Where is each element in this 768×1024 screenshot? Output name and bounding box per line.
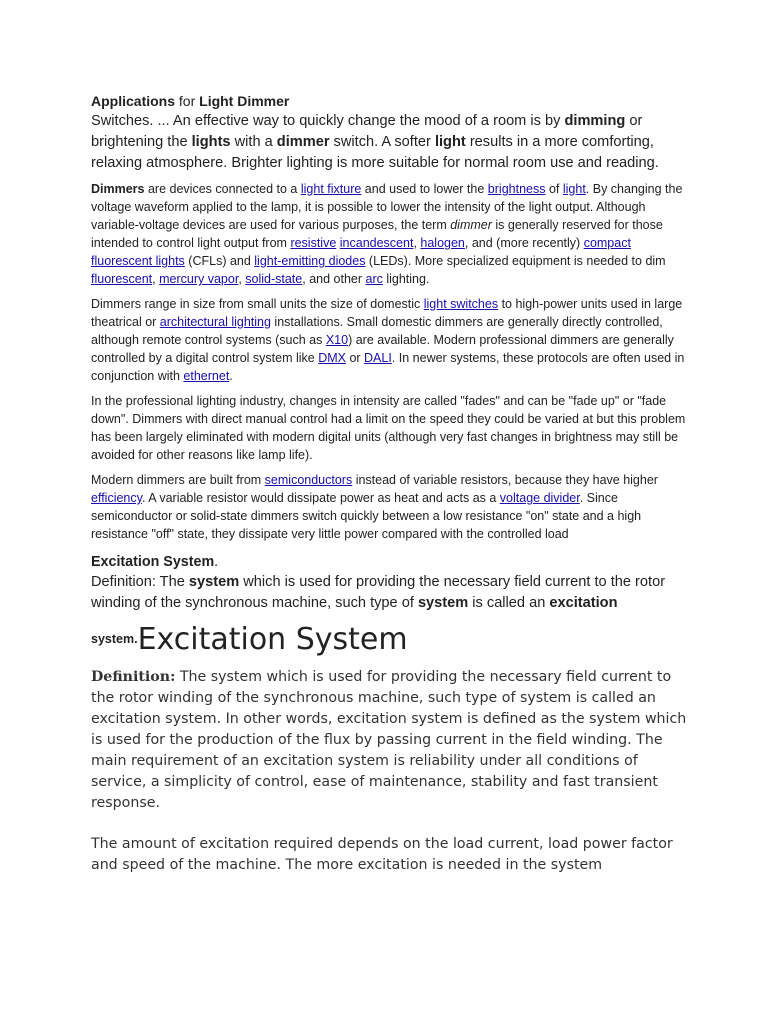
text-run: ,	[413, 236, 421, 250]
applications-paragraph	[91, 111, 691, 174]
link-mercury-vapor[interactable]: mercury vapor	[159, 272, 239, 286]
text-run: are devices connected to a	[144, 182, 301, 196]
link-arc[interactable]: arc	[365, 272, 383, 286]
dimmers-paragraph-2	[91, 295, 691, 385]
bold-run: dimmer	[276, 134, 330, 150]
bold-run: light	[434, 134, 466, 150]
text-run: to high-power units used in large theatrical or	[91, 297, 683, 329]
text-run: and used to lower the	[361, 182, 488, 196]
excitation-title-line	[91, 616, 691, 657]
definition-paragraph	[91, 667, 691, 814]
text-run: Definition: The	[91, 574, 189, 590]
bold-run: Dimmers	[91, 182, 145, 196]
excitation-heading	[91, 553, 691, 572]
link-ethernet[interactable]: ethernet	[183, 369, 230, 383]
text-run: ) are available. Modern professional dimmers are generally controlled by a digital control system like	[91, 333, 674, 365]
bold-run: excitation	[549, 595, 618, 611]
text-run: .	[229, 369, 233, 383]
definition-label: Definition:	[91, 669, 176, 685]
heading-for-word: for	[175, 93, 200, 109]
text-run: is generally reserved for those intended to control light output from	[91, 218, 663, 250]
system-word: system.	[91, 632, 138, 646]
link-brightness[interactable]: brightness	[487, 182, 546, 196]
link-incandescent[interactable]: incandescent	[339, 236, 414, 250]
document-page	[91, 92, 691, 876]
text-run: of	[545, 182, 563, 196]
text-run: lighting.	[382, 272, 430, 286]
text-run: ,	[238, 272, 246, 286]
heading-excitation-system: Excitation System	[91, 554, 215, 570]
link-dmx[interactable]: DMX	[318, 351, 346, 365]
text-run: , and (more recently)	[464, 236, 584, 250]
heading-dot: .	[214, 554, 219, 570]
heading-applications-word: Applications	[91, 93, 176, 109]
text-run: which is used for providing the necessary field current to the rotor winding of the synchronous machine, such type of	[91, 574, 666, 611]
text-run: results in a more comforting, relaxing atmosphere. Brighter lighting is more suitable for normal room use and reading.	[91, 134, 659, 171]
definition-text: The system which is used for providing the necessary field current to the rotor winding of the synchronous machine, such type of system is called an excitation system. In other words, excitation system is defined as the system which is used for the production of the flux by passing current in the field winding. The main requirement of an excitation system is reliability under all conditions of service, a simplicity of control, ease of maintenance, stability and fast transient response.	[91, 669, 687, 811]
bold-run: system	[417, 595, 469, 611]
text-run: switch. A softer	[329, 134, 435, 150]
italic-run: dimmer	[450, 218, 492, 232]
link-x10[interactable]: X10	[325, 333, 349, 347]
link-architectural-lighting[interactable]: architectural lighting	[159, 315, 271, 329]
text-run: instead of variable resistors, because they have higher	[352, 473, 658, 487]
link-light-emitting-diodes[interactable]: light-emitting diodes	[254, 254, 366, 268]
text-run: Dimmers range in size from small units the size of domestic	[91, 297, 424, 311]
link-solid-state[interactable]: solid-state	[245, 272, 303, 286]
text-run: Modern dimmers are built from	[91, 473, 265, 487]
dimmers-paragraph-3: In the professional lighting industry, changes in intensity are called "fades" and can be "fade up" or "fade down". Dimmers with direct manual control had a limit on the speed they could be varied at but this problem has been largely eliminated with modern digital units (although very fast changes in brightness may still be avoided for other reasons like lamp life).	[91, 394, 686, 462]
text-run: . In newer systems, these protocols are often used in conjunction with	[91, 351, 685, 383]
text-run: . By changing the voltage waveform applied to the lamp, it is possible to lower the intensity of the light output. Although variable-voltage devices are used for various purposes, the term	[91, 182, 683, 232]
text-run: with a	[230, 134, 277, 150]
link-voltage-divider[interactable]: voltage divider	[499, 491, 580, 505]
text-run: (CFLs) and	[184, 254, 255, 268]
text-run: ,	[152, 272, 160, 286]
link-resistive[interactable]: resistive	[290, 236, 337, 250]
text-run: is called an	[468, 595, 550, 611]
link-semiconductors[interactable]: semiconductors	[264, 473, 353, 487]
text-run: , and other	[302, 272, 366, 286]
text-run: installations. Small domestic dimmers are generally directly controlled, although remote control systems (such as	[91, 315, 663, 347]
excitation-amount-paragraph: The amount of excitation required depends on the load current, load power factor and speed of the machine. The more excitation is needed in the system	[91, 836, 673, 873]
dimmers-paragraph-4	[91, 471, 691, 543]
text-run: or	[345, 351, 365, 365]
link-fluorescent[interactable]: fluorescent	[91, 272, 153, 286]
excitation-paragraph	[91, 572, 691, 614]
link-compact-fluorescent-lights[interactable]: compact fluorescent lights	[91, 236, 631, 268]
text-run: or brightening the	[91, 113, 643, 150]
text-run: . Since semiconductor or solid-state dimmers switch quickly between a low resistance "on" state and a high resistance "off" state, they dissipate very little power compared with the controlled load	[91, 491, 642, 541]
dimmers-paragraph-1	[91, 180, 691, 288]
link-dali[interactable]: DALI	[364, 351, 392, 365]
heading-light-dimmer: Light Dimmer	[199, 93, 290, 109]
bold-run: lights	[191, 134, 231, 150]
applications-heading	[91, 92, 691, 111]
bold-run: system	[188, 574, 240, 590]
bold-run: dimming	[564, 113, 626, 129]
link-light-fixture[interactable]: light fixture	[300, 182, 362, 196]
link-light-switches[interactable]: light switches	[423, 297, 499, 311]
text-run: . A variable resistor would dissipate power as heat and acts as a	[141, 491, 500, 505]
text-run: Switches. ... An effective way to quickly change the mood of a room is by	[91, 113, 565, 129]
link-efficiency[interactable]: efficiency	[91, 491, 142, 505]
link-light[interactable]: light	[562, 182, 586, 196]
excitation-system-title: Excitation System	[137, 622, 408, 657]
link-halogen[interactable]: halogen	[420, 236, 465, 250]
text-run: (LEDs). More specialized equipment is needed to dim	[365, 254, 666, 268]
